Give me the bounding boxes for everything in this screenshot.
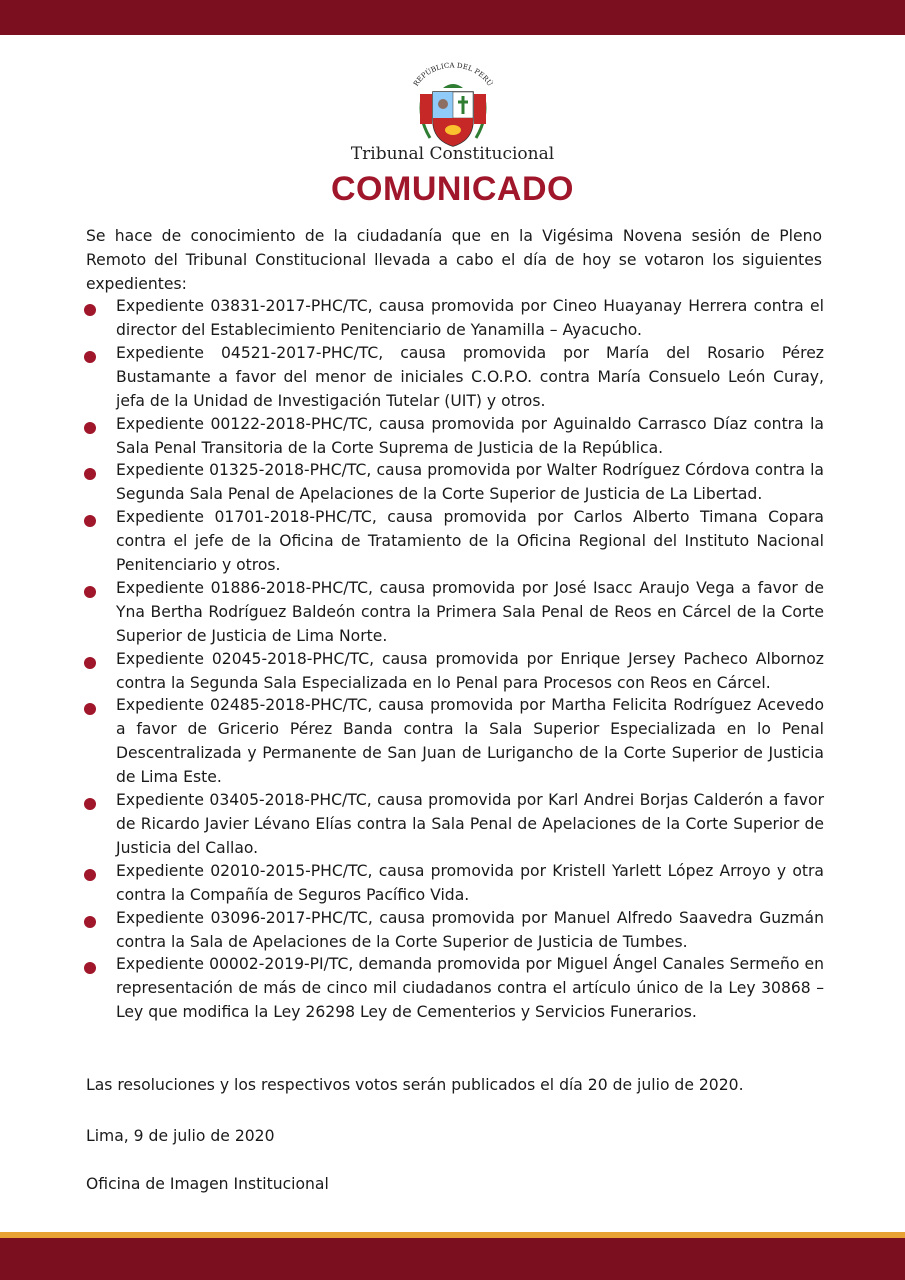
- list-item: [82, 505, 824, 577]
- list-item-text: Expediente 02485-2018-PHC/TC, causa promovida por Martha Felicita Rodríguez Acevedo a favor de Gricerio Pérez Banda contra la Sala Superior Especializada en lo Penal Descentralizada y Permanente de San Juan de Lurigancho de la Corte Superior de Justicia de Lima Este.: [116, 696, 824, 787]
- date-line: Lima, 9 de julio de 2020: [86, 1127, 275, 1145]
- list-item-text: Expediente 04521-2017-PHC/TC, causa promovida por María del Rosario Pérez Bustamante a favor del menor de iniciales C.O.P.O. contra María Consuelo León Curay, jefa de la Unidad de Investigación Tutelar (UIT) y otros.: [116, 343, 824, 410]
- list-item-text: Expediente 02010-2015-PHC/TC, causa promovida por Kristell Yarlett López Arroyo y otra contra la Compañía de Seguros Pacífico Vida.: [116, 861, 824, 904]
- list-item: [82, 458, 824, 506]
- list-item: [82, 906, 824, 954]
- seal-ribbon-text: REPÚBLICA DEL PERÚ: [412, 61, 494, 88]
- bullet-icon: [84, 916, 96, 928]
- list-item-text: Expediente 01701-2018-PHC/TC, causa promovida por Carlos Alberto Timana Copara contra el jefe de la Oficina de Tratamiento de la Oficina Regional del Instituto Nacional Penitenciario y otros.: [116, 508, 824, 574]
- bullet-icon: [84, 422, 96, 434]
- list-item-text: Expediente 03096-2017-PHC/TC, causa promovida por Manuel Alfredo Saavedra Guzmán contra la Sala de Apelaciones de la Corte Superior de Justicia de Tumbes.: [116, 908, 824, 951]
- list-item: [82, 576, 824, 648]
- list-item-text: Expediente 01886-2018-PHC/TC, causa promovida por José Isacc Araujo Vega a favor de Yna Bertha Rodríguez Baldeón contra la Primera Sala Penal de Reos en Cárcel de la Corte Superior de Justicia de Lima Norte.: [116, 578, 824, 645]
- list-item: [82, 859, 824, 907]
- case-list: [82, 294, 824, 1023]
- list-item: [82, 294, 824, 342]
- publication-note: Las resoluciones y los respectivos votos serán publicados el día 20 de julio de 2020.: [86, 1076, 744, 1094]
- list-item-text: Expediente 01325-2018-PHC/TC, causa promovida por Walter Rodríguez Córdova contra la Segunda Sala Penal de Apelaciones de la Corte Superior de Justicia de La Libertad.: [116, 461, 824, 504]
- bullet-icon: [84, 515, 96, 527]
- list-item: [82, 412, 824, 460]
- institution-name: Tribunal Constitucional: [350, 144, 555, 164]
- list-item: [82, 788, 824, 860]
- top-band: [0, 0, 905, 35]
- bullet-icon: [84, 468, 96, 480]
- bullet-icon: [84, 657, 96, 669]
- list-item-text: Expediente 00122-2018-PHC/TC, causa promovida por Aguinaldo Carrasco Díaz contra la Sala Penal Transitoria de la Corte Suprema de Justicia de la República.: [116, 414, 824, 457]
- bottom-band: [0, 1238, 905, 1280]
- bullet-icon: [84, 869, 96, 881]
- signature: Oficina de Imagen Institucional: [86, 1175, 329, 1193]
- svg-text:REPÚBLICA DEL PERÚ: [412, 61, 495, 87]
- bullet-icon: [84, 586, 96, 598]
- list-item: [82, 341, 824, 413]
- list-item: [82, 693, 824, 789]
- intro-paragraph: Se hace de conocimiento de la ciudadanía que en la Vigésima Novena sesión de Pleno Remoto del Tribunal Constitucional llevada a cabo el día de hoy se votaron los siguientes expedientes:: [86, 227, 822, 293]
- page-title: COMUNICADO: [331, 170, 574, 208]
- list-item-text: Expediente 00002-2019-PI/TC, demanda promovida por Miguel Ángel Canales Sermeño en representación de más de cinco mil ciudadanos contra el artículo único de la Ley 30868 – Ley que modifica la Ley 26298 Ley de Cementerios y Servicios Funerarios.: [116, 955, 824, 1022]
- coat-of-arms-seal: [400, 58, 506, 150]
- list-item-text: Expediente 03405-2018-PHC/TC, causa promovida por Karl Andrei Borjas Calderón a favor de Ricardo Javier Lévano Elías contra la Sala Penal de Apelaciones de la Corte Superior de Justicia del Callao.: [116, 791, 824, 857]
- bullet-icon: [84, 703, 96, 715]
- bullet-icon: [84, 962, 96, 974]
- bullet-icon: [84, 304, 96, 316]
- list-item-text: Expediente 02045-2018-PHC/TC, causa promovida por Enrique Jersey Pacheco Albornoz contra la Segunda Sala Especializada en lo Penal para Procesos con Reos en Cárcel.: [116, 649, 824, 692]
- list-item: [82, 952, 824, 1024]
- list-item-text: Expediente 03831-2017-PHC/TC, causa promovida por Cineo Huayanay Herrera contra el director del Establecimiento Penitenciario de Yanamilla – Ayacucho.: [116, 297, 824, 339]
- bullet-icon: [84, 798, 96, 810]
- bullet-icon: [84, 351, 96, 363]
- list-item: [82, 647, 824, 695]
